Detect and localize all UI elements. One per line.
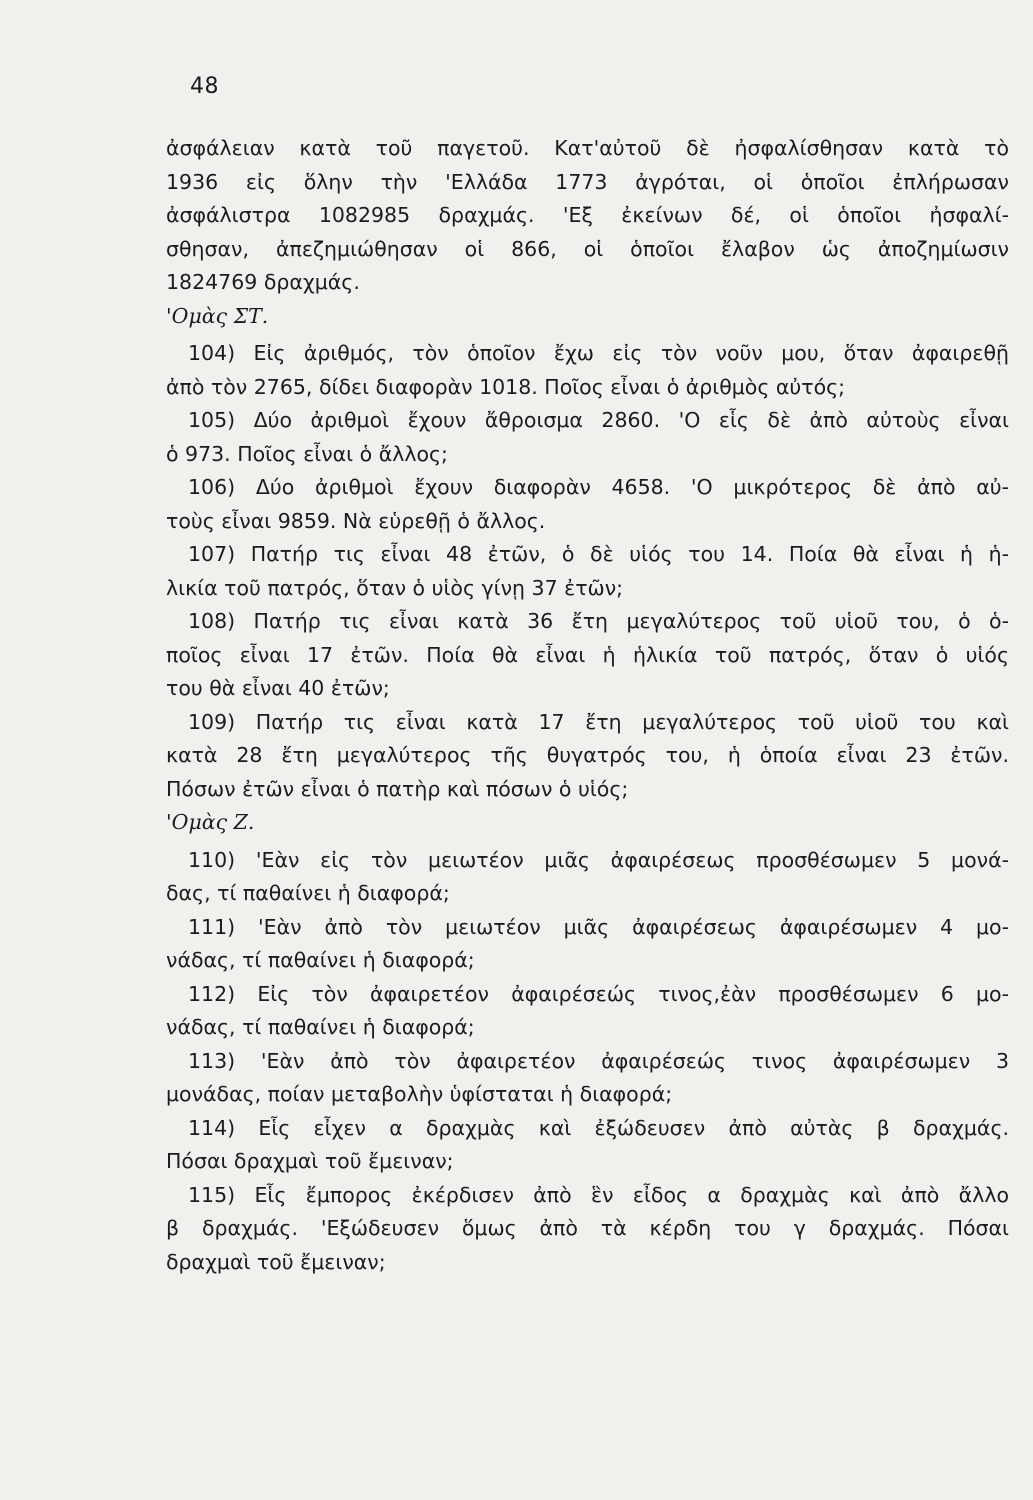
- page-content: [166, 132, 1009, 1279]
- text-line: ἀπὸ τὸν 2765, δίδει διαφορὰν 1018. Ποῖος εἶναι ὁ ἀριθμὸς αὐτός;: [166, 374, 846, 399]
- text-line: τοὺς εἶναι 9859. Νὰ εὑρεθῇ ὁ ἄλλος.: [166, 508, 546, 533]
- exercise-106: [166, 471, 1009, 538]
- text-line: 105) Δύο ἀριθμοὶ ἔχουν ἄθροισμα 2860. 'Ο εἷς δὲ ἀπὸ αὐτοὺς εἶναι: [188, 408, 1009, 432]
- exercise-107: [166, 538, 1009, 605]
- text-line: 112) Εἰς τὸν ἀφαιρετέον ἀφαιρέσεώς τινος,ἐὰν προσθέσωμεν 6 μο-: [188, 981, 1009, 1006]
- text-line: 115) Εἷς ἔμπορος ἐκέρδισεν ἀπὸ ἓν εἶδος α δραχμὰς καὶ ἀπὸ ἄλλο: [188, 1182, 1009, 1207]
- text-line: 110) 'Εὰν εἰς τὸν μειωτέον μιᾶς ἀφαιρέσεως προσθέσωμεν 5 μονά-: [188, 847, 1009, 872]
- exercise-112: [166, 978, 1009, 1045]
- text-line: ποῖος εἶναι 17 ἐτῶν. Ποία θὰ εἶναι ἡ ἡλικία τοῦ πατρός, ὅταν ὁ υἱός: [166, 642, 1009, 667]
- text-line: 114) Εἷς εἶχεν α δραχμὰς καὶ ἐξώδευσεν ἀπὸ αὐτὰς β δραχμάς.: [188, 1115, 1009, 1140]
- text-line: ἀσφάλιστρα 1082985 δραχμάς. 'Εξ ἐκείνων δέ, οἱ ὁποῖοι ἠσφαλί-: [166, 203, 1009, 227]
- text-line: Πόσων ἐτῶν εἶναι ὁ πατὴρ καὶ πόσων ὁ υἱός;: [166, 776, 629, 801]
- intro-paragraph: [166, 132, 1009, 300]
- text-line: νάδας, τί παθαίνει ἡ διαφορά;: [166, 1015, 475, 1039]
- text-line: 108) Πατήρ τις εἶναι κατὰ 36 ἔτη μεγαλύτερος τοῦ υἱοῦ του, ὁ ὁ-: [188, 609, 1009, 633]
- exercise-114: [166, 1112, 1009, 1179]
- page-number: 48: [190, 74, 219, 99]
- text-line: 107) Πατήρ τις εἶναι 48 ἐτῶν, ὁ δὲ υἱός του 14. Ποία θὰ εἶναι ἡ ἡ-: [188, 542, 1009, 566]
- text-line: μονάδας, ποίαν μεταβολὴν ὑφίσταται ἡ διαφορά;: [166, 1082, 673, 1106]
- text-line: του θὰ εἶναι 40 ἐτῶν;: [166, 676, 390, 700]
- exercise-115: [166, 1179, 1009, 1280]
- section-heading-group-z: 'Ομὰς Ζ.: [166, 810, 255, 834]
- text-line: 111) 'Εὰν ἀπὸ τὸν μειωτέον μιᾶς ἀφαιρέσεως ἀφαιρέσωμεν 4 μο-: [188, 914, 1009, 939]
- exercise-108: [166, 605, 1009, 706]
- text-line: ὁ 973. Ποῖος εἶναι ὁ ἄλλος;: [166, 441, 448, 466]
- text-line: Πόσαι δραχμαὶ τοῦ ἔμειναν;: [166, 1149, 454, 1173]
- text-line: 106) Δύο ἀριθμοὶ ἔχουν διαφορὰν 4658. 'Ο μικρότερος δὲ ἀπὸ αὐ-: [188, 475, 1009, 499]
- text-line: σθησαν, ἀπεζημιώθησαν οἱ 866, οἱ ὁποῖοι ἔλαβον ὡς ἀποζημίωσιν: [166, 236, 1009, 261]
- exercise-104: [166, 337, 1009, 404]
- exercise-110: [166, 844, 1009, 911]
- text-line: δας, τί παθαίνει ἡ διαφορά;: [166, 881, 450, 905]
- exercise-109: [166, 706, 1009, 807]
- text-line: 104) Εἰς ἀριθμός, τὸν ὁποῖον ἔχω εἰς τὸν νοῦν μου, ὅταν ἀφαιρεθῇ: [188, 341, 1009, 365]
- section-heading-group-st: 'Ομὰς ΣΤ.: [166, 303, 269, 328]
- text-line: 1936 εἰς ὅλην τὴν 'Ελλάδα 1773 ἀγρόται, οἱ ὁποῖοι ἐπλήρωσαν: [166, 169, 1009, 194]
- text-line: β δραχμάς. 'Εξώδευσεν ὅμως ἀπὸ τὰ κέρδη του γ δραχμάς. Πόσαι: [166, 1216, 1009, 1240]
- exercise-105: [166, 404, 1009, 471]
- text-line: ἀσφάλειαν κατὰ τοῦ παγετοῦ. Κατ'αὐτοῦ δὲ ἠσφαλίσθησαν κατὰ τὸ: [166, 136, 1009, 160]
- text-line: νάδας, τί παθαίνει ἡ διαφορά;: [166, 948, 475, 972]
- text-line: κατὰ 28 ἔτη μεγαλύτερος τῆς θυγατρός του, ἡ ὁποία εἶναι 23 ἐτῶν.: [166, 743, 1009, 767]
- text-line: 109) Πατήρ τις εἶναι κατὰ 17 ἔτη μεγαλύτερος τοῦ υἱοῦ του καὶ: [188, 709, 1009, 734]
- text-line: λικία τοῦ πατρός, ὅταν ὁ υἱὸς γίνῃ 37 ἐτῶν;: [166, 575, 624, 600]
- text-line: 113) 'Εὰν ἀπὸ τὸν ἀφαιρετέον ἀφαιρέσεώς τινος ἀφαιρέσωμεν 3: [188, 1048, 1009, 1073]
- text-line: 1824769 δραχμάς.: [166, 270, 360, 294]
- text-line: δραχμαὶ τοῦ ἔμειναν;: [166, 1249, 386, 1274]
- exercise-111: [166, 911, 1009, 978]
- exercise-113: [166, 1045, 1009, 1112]
